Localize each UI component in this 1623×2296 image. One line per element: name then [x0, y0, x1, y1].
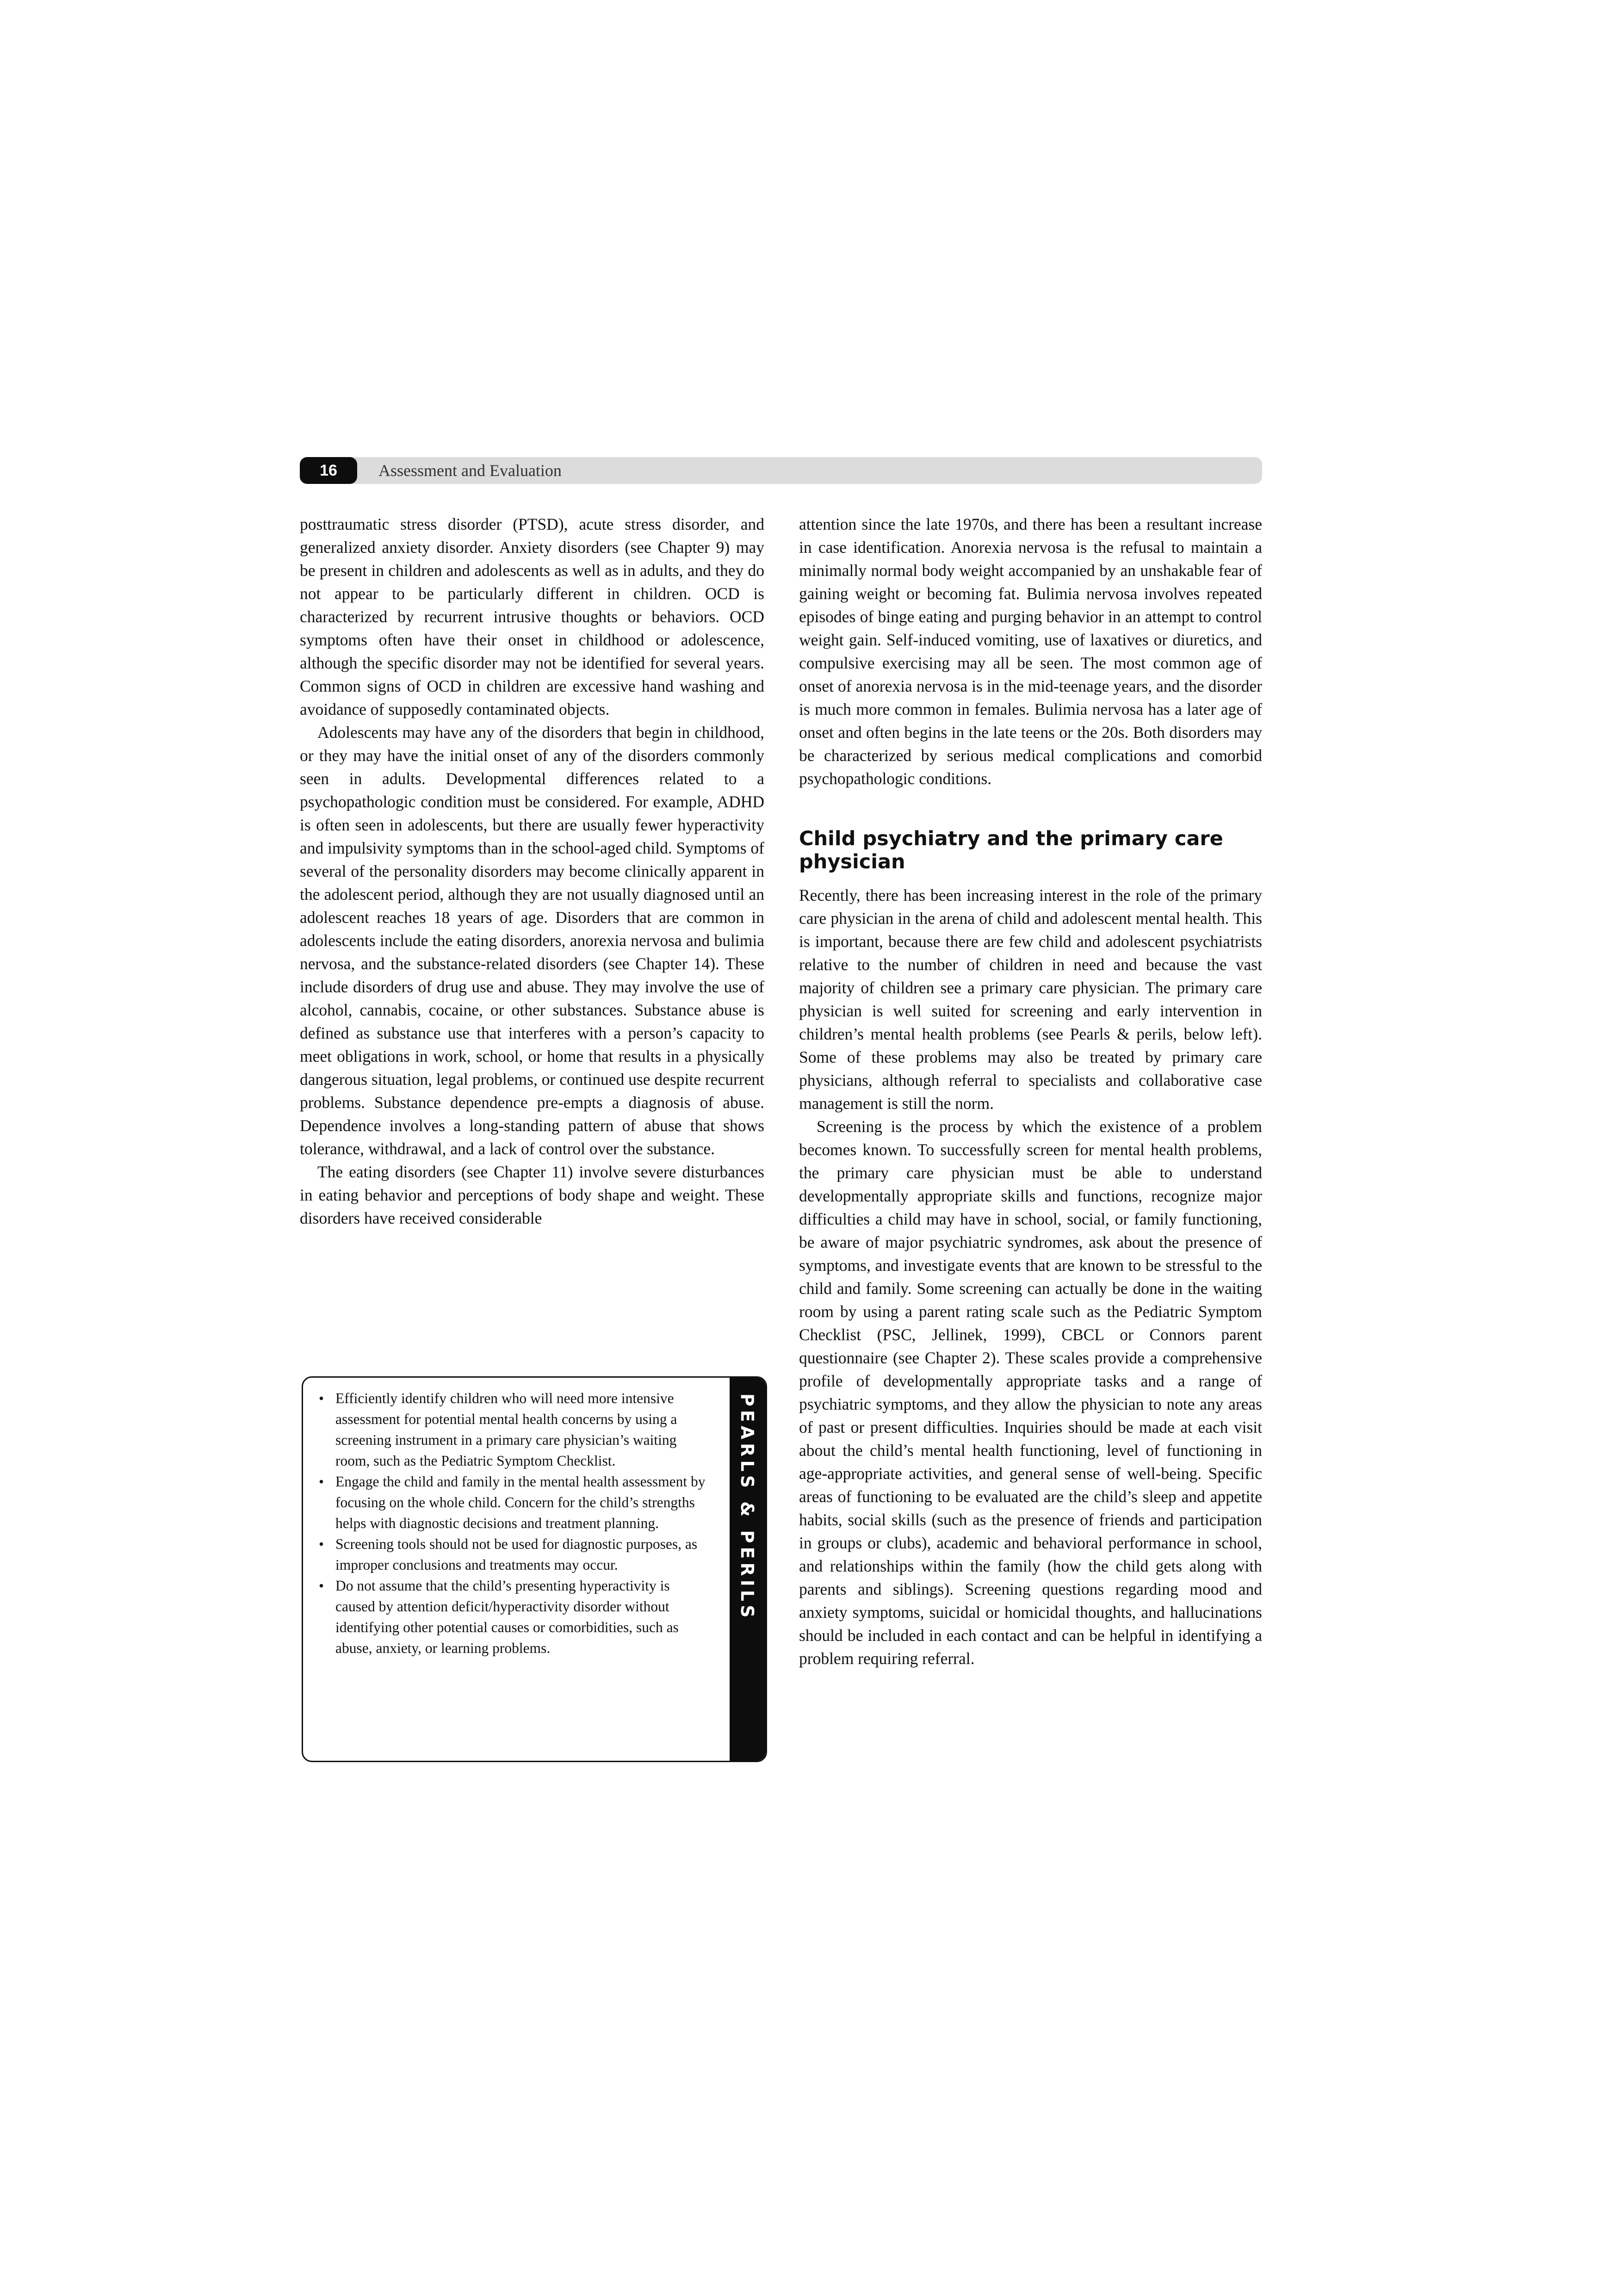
callout-item [312, 1388, 711, 1471]
left-column [300, 513, 764, 1230]
body-paragraph: posttraumatic stress disorder (PTSD), acute stress disorder, and generalized anxiety disorder. Anxiety disorders (see Chapter 9) may be present in children and adolescents as well as in adults, and they do not appear to be particularly different in children. OCD is characterized by recurrent intrusive thoughts or behaviors. OCD symptoms often have their onset in childhood or adolescence, although the specific disorder may not be identified for several years. Common signs of OCD in children are excessive hand washing and avoidance of supposedly contaminated objects. [300, 515, 764, 718]
callout-item [312, 1534, 711, 1575]
bullet-icon: • [319, 1578, 324, 1594]
running-head-title: Assessment and Evaluation [378, 461, 562, 480]
callout-item-text: Efficiently identify children who will need more intensive assessment for potential mental health concerns by using a screening instrument in a primary care physician’s waiting room, such as the Pediatric Symptom Checklist. [335, 1390, 677, 1469]
body-paragraph: The eating disorders (see Chapter 11) involve severe disturbances in eating behavior and perceptions of body shape and weight. These disorders have received considerable [300, 1163, 764, 1227]
callout-list [312, 1388, 711, 1659]
section-heading: Child psychiatry and the primary care physician [799, 827, 1223, 873]
callout-label: PEARLS & PERILS [737, 1393, 757, 1621]
callout-item-text: Screening tools should not be used for diagnostic purposes, as improper conclusions and treatments may occur. [335, 1536, 698, 1573]
body-paragraph: Recently, there has been increasing interest in the role of the primary care physician in the arena of child and adolescent mental health. This is important, because there are few child and adolescent psychiatrists relative to the number of children in need and because the vast majority of children see a primary care physician. The primary care physician is well suited for screening and early intervention in children’s mental health problems (see Pearls & perils, below left). Some of these problems may also be treated by primary care physicians, although referral to specialists and collaborative case management is still the norm. [799, 886, 1262, 1113]
pearls-and-perils-box [302, 1376, 767, 1762]
bullet-icon: • [319, 1536, 324, 1552]
callout-side-band [730, 1378, 766, 1761]
right-column [799, 513, 1262, 1670]
callout-item [312, 1575, 711, 1659]
body-paragraph: Screening is the process by which the existence of a problem becomes known. To successfully screen for mental health problems, the primary care physician must be able to understand developmentally appropriate skills and functions, recognize major difficulties a child may have in school, social, or family functioning, be aware of major psychiatric syndromes, ask about the presence of symptoms, and investigate events that are known to be stressful to the child and family. Some screening can actually be done in the waiting room by using a parent rating scale such as the Pediatric Symptom Checklist (PSC, Jellinek, 1999), CBCL or Connors parent questionnaire (see Chapter 2). These scales provide a comprehensive profile of developmentally appropriate tasks and a range of psychiatric symptoms, and they allow the physician to note any areas of past or present difficulties. Inquiries should be made at each visit about the child’s mental health functioning, level of functioning in age-appropriate activities, and general sense of well-being. Specific areas of functioning to be evaluated are the child’s sleep and appetite habits, social skills (such as the presence of friends and participation in groups or clubs), academic and behavioral performance in school, and relationships within the family (how the child gets along with parents and siblings). Screening questions regarding mood and anxiety symptoms, suicidal or homicidal thoughts, and hallucinations should be included in each contact and can be helpful in identifying a problem requiring referral. [799, 1117, 1262, 1668]
bullet-icon: • [319, 1390, 324, 1406]
callout-item [312, 1471, 711, 1534]
bullet-icon: • [319, 1473, 324, 1490]
running-header [300, 457, 1262, 484]
page-number: 16 [300, 457, 357, 484]
body-paragraph: Adolescents may have any of the disorders that begin in childhood, or they may have the initial onset of any of the disorders commonly seen in adults. Developmental differences related to a psychopathologic condition must be considered. For example, ADHD is often seen in adolescents, but there are usually fewer hyperactivity and impulsivity symptoms than in the school-aged child. Symptoms of several of the personality disorders may become clinically apparent in the adolescent period, although they are not usually diagnosed until an adolescent reaches 18 years of age. Disorders that are common in adolescents include the eating disorders, anorexia nervosa and bulimia nervosa, and the substance-related disorders (see Chapter 14). These include disorders of drug use and abuse. They may involve the use of alcohol, cannabis, cocaine, or other substances. Substance abuse is defined as substance use that interferes with a person’s capacity to meet obligations in work, school, or home that results in a physically dangerous situation, legal problems, or continued use despite recurrent problems. Substance dependence pre-empts a diagnosis of abuse. Dependence involves a long-standing pattern of abuse that shows tolerance, withdrawal, and a lack of control over the substance. [300, 723, 764, 1158]
body-paragraph: attention since the late 1970s, and there has been a resultant increase in case identification. Anorexia nervosa is the refusal to maintain a minimally normal body weight accompanied by an unshakable fear of gaining weight or becoming fat. Bulimia nervosa involves repeated episodes of binge eating and purging behavior in an attempt to control weight gain. Self-induced vomiting, use of laxatives or diuretics, and compulsive exercising may all be seen. The most common age of onset of anorexia nervosa is in the mid-teenage years, and the disorder is much more common in females. Bulimia nervosa has a later age of onset and often begins in the late teens or the 20s. Both disorders may be characterized by serious medical complications and comorbid psychopathologic conditions. [799, 515, 1262, 788]
callout-item-text: Engage the child and family in the mental health assessment by focusing on the whole child. Concern for the child’s strengths helps with diagnostic decisions and treatment planning. [335, 1473, 706, 1531]
callout-item-text: Do not assume that the child’s presenting hyperactivity is caused by attention deficit/hyperactivity disorder without identifying other potential causes or comorbidities, such as abuse, anxiety, or learning problems. [335, 1578, 679, 1656]
